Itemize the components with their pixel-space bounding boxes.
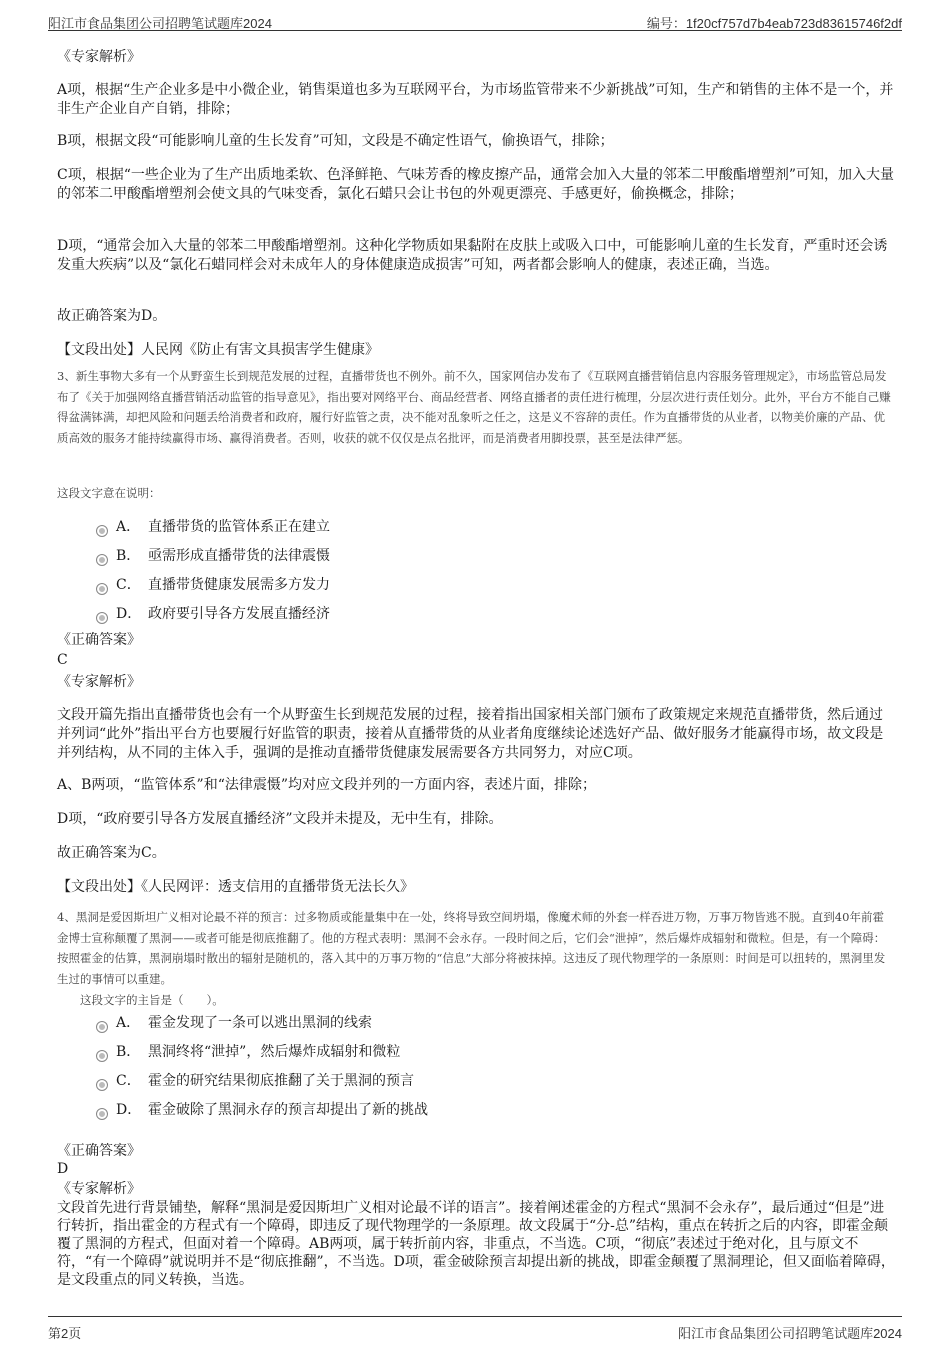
q3-option-d[interactable] [96, 600, 330, 629]
footer-title: 阳江市食品集团公司招聘笔试题库2024 [678, 1326, 902, 1341]
footer-page-number: 第2页 [48, 1326, 82, 1341]
option-text: 黑洞终将“泄掉”，然后爆炸成辐射和微粒 [148, 1044, 401, 1060]
option-text: 直播带货健康发展需多方发力 [148, 577, 330, 593]
option-key: A． [116, 1015, 141, 1031]
q3-analysis: 文段开篇先指出直播带货也会有一个从野蛮生长到规范发展的过程，接着指出国家相关部门颁布了政策规定来规范直播带货，然后通过并列词“此外”指出平台方也要履行好监管的职责，接着从直播带货的从业者角度继续论述选好产品、做好服务才能赢得市场，故文段是并列结构，从不同的主体入手，强调的是推动直播带货健康发展需要各方共同努力，对应C项。 [57, 707, 884, 761]
q3-analysis-d: D项，“政府要引导各方发展直播经济”文段并未提及，无中生有，排除。 [57, 811, 503, 827]
q2-analysis-b: B项，根据文段“可能影响儿童的生长发育”可知，文段是不确定性语气，偷换语气，排除； [57, 133, 614, 149]
q3-stem: 3、新生事物大多有一个从野蛮生长到规范发展的过程，直播带货也不例外。前不久，国家网信办发布了《互联网直播营销信息内容服务管理规定》，市场监管总局发布了《关于加强网络直播营销活动监管的指导意见》，指出要对网络平台、商品经营者、网络直播者的责任进行梳理，分层次进行责任划分。此外，平台方不能自己赚得盆满钵满，却把风险和问题丢给消费者和政府，履行好监管之责，决不能对乱象听之任之，这是义不容辞的责任。作为直播带货的从业者，以物美价廉的产品、优质高效的服务才能持续赢得市场、赢得消费者。否则，收获的就不仅仅是点名批评，而是消费者用脚投票，甚至是法律严惩。 [57, 369, 891, 445]
q3-option-c[interactable] [96, 571, 330, 600]
option-key: C． [116, 577, 141, 593]
option-text: 亟需形成直播带货的法律震慑 [148, 548, 330, 564]
q2-expert-label: 《专家解析》 [57, 49, 141, 65]
q3-answer: C [57, 652, 68, 668]
option-text: 政府要引导各方发展直播经济 [148, 606, 330, 622]
q3-options [96, 513, 330, 629]
q3-analysis-ab: A、B两项，“监管体系”和“法律震慑”均对应文段并列的一方面内容，表述片面，排除； [57, 777, 597, 793]
q3-question: 这段文字意在说明： [57, 486, 161, 500]
q2-analysis-d: D项，“通常会加入大量的邻苯二甲酸酯增塑剂。这种化学物质如果黏附在皮肤上或吸入口中，可能影响儿童的生长发育，严重时还会诱发重大疾病”以及“氯化石蜡同样会对未成年人的身体健康造成损害”可知，两者都会影响人的健康，表述正确，当选。 [57, 238, 888, 273]
radio-icon[interactable] [96, 583, 108, 595]
header-title: 阳江市食品集团公司招聘笔试题库2024 [48, 16, 272, 31]
q2-analysis-a: A项，根据“生产企业多是中小微企业，销售渠道也多为互联网平台，为市场监管带来不少新挑战”可知，生产和销售的主体不是一个，并非生产企业自产自销，排除； [57, 82, 894, 117]
option-text: 直播带货的监管体系正在建立 [148, 519, 330, 535]
option-key: B． [116, 1044, 141, 1060]
radio-icon[interactable] [96, 554, 108, 566]
q4-expert-label: 《专家解析》 [57, 1181, 141, 1197]
radio-icon[interactable] [96, 1050, 108, 1062]
radio-icon[interactable] [96, 1021, 108, 1033]
radio-icon[interactable] [96, 525, 108, 537]
radio-icon[interactable] [96, 612, 108, 624]
option-text: 霍金的研究结果彻底推翻了关于黑洞的预言 [148, 1073, 414, 1089]
q4-answer: D [57, 1161, 69, 1177]
q4-option-c[interactable] [96, 1067, 428, 1096]
q4-question: 这段文字的主旨是（ ）。 [80, 993, 224, 1007]
q2-conclusion: 故正确答案为D。 [57, 308, 167, 324]
option-key: B． [116, 548, 141, 564]
option-text: 霍金破除了黑洞永存的预言却提出了新的挑战 [148, 1102, 428, 1118]
q4-answer-label: 《正确答案》 [57, 1143, 141, 1159]
option-key: A． [116, 519, 141, 535]
q4-option-b[interactable] [96, 1038, 428, 1067]
q2-source: 【文段出处】人民网《防止有害文具损害学生健康》 [57, 342, 379, 358]
q3-answer-label: 《正确答案》 [57, 632, 141, 648]
q3-expert-label: 《专家解析》 [57, 674, 141, 690]
option-key: D． [116, 606, 142, 622]
q3-source: 【文段出处】《人民网评：透支信用的直播带货无法长久》 [57, 879, 414, 895]
q2-analysis-c: C项，根据“一些企业为了生产出质地柔软、色泽鲜艳、气味芳香的橡皮擦产品，通常会加入大量的邻苯二甲酸酯增塑剂”可知，加入大量的邻苯二甲酸酯增塑剂会使文具的气味变香，氯化石蜡只会让书包的外观更漂亮、手感更好，偷换概念，排除； [57, 167, 895, 202]
q4-option-d[interactable] [96, 1096, 428, 1125]
q4-options [96, 1009, 428, 1125]
q4-stem: 4、黑洞是爱因斯坦广义相对论最不祥的预言：过多物质或能量集中在一处，终将导致空间坍塌，像魔术师的外套一样吞进万物，万事万物皆逃不脱。直到40年前霍金博士宣称颠覆了黑洞——或者可能是彻底推翻了。他的方程式表明：黑洞不会永存。一段时间之后，它们会“泄掉”，然后爆炸成辐射和微粒。但是，有一个障碍：按照霍金的估算，黑洞崩塌时散出的辐射是随机的，落入其中的万事万物的“信息”大部分将被抹掉。这违反了现代物理学的一条原则：时间是可以扭转的，黑洞里发生过的事情可以重建。 [57, 910, 886, 986]
option-key: C． [116, 1073, 141, 1089]
header-serial-label: 编号： [646, 16, 686, 31]
radio-icon[interactable] [96, 1108, 108, 1120]
option-key: D． [116, 1102, 142, 1118]
q3-option-a[interactable] [96, 513, 330, 542]
q3-option-b[interactable] [96, 542, 330, 571]
page-footer [48, 1316, 902, 1345]
page-header [48, 0, 902, 31]
q3-conclusion: 故正确答案为C。 [57, 845, 166, 861]
radio-icon[interactable] [96, 1079, 108, 1091]
option-text: 霍金发现了一条可以逃出黑洞的线索 [148, 1015, 372, 1031]
q4-analysis: 文段首先进行背景铺垫，解释“黑洞是爱因斯坦广义相对论最不详的语言”。接着阐述霍金的方程式“黑洞不会永存”，最后通过“但是”进行转折，指出霍金的方程式有一个障碍，即违反了现代物理学的一条原理。故文段属于“分-总”结构，重点在转折之后的内容，即霍金颠覆了黑洞的方程式，但面对着一个障碍。AB两项，属于转折前内容，非重点，不当选。C项，“彻底”表述过于绝对化，且与原文不符，“有一个障碍”就说明并不是“彻底推翻”，不当选。D项，霍金破除预言却提出新的挑战，即霍金颠覆了黑洞理论，但又面临着障碍，是文段重点的同义转换，当选。 [57, 1200, 895, 1288]
header-serial [647, 13, 902, 32]
header-serial-value: 1f20cf757d7b4eab723d83615746f2df [685, 16, 902, 31]
q4-option-a[interactable] [96, 1009, 428, 1038]
